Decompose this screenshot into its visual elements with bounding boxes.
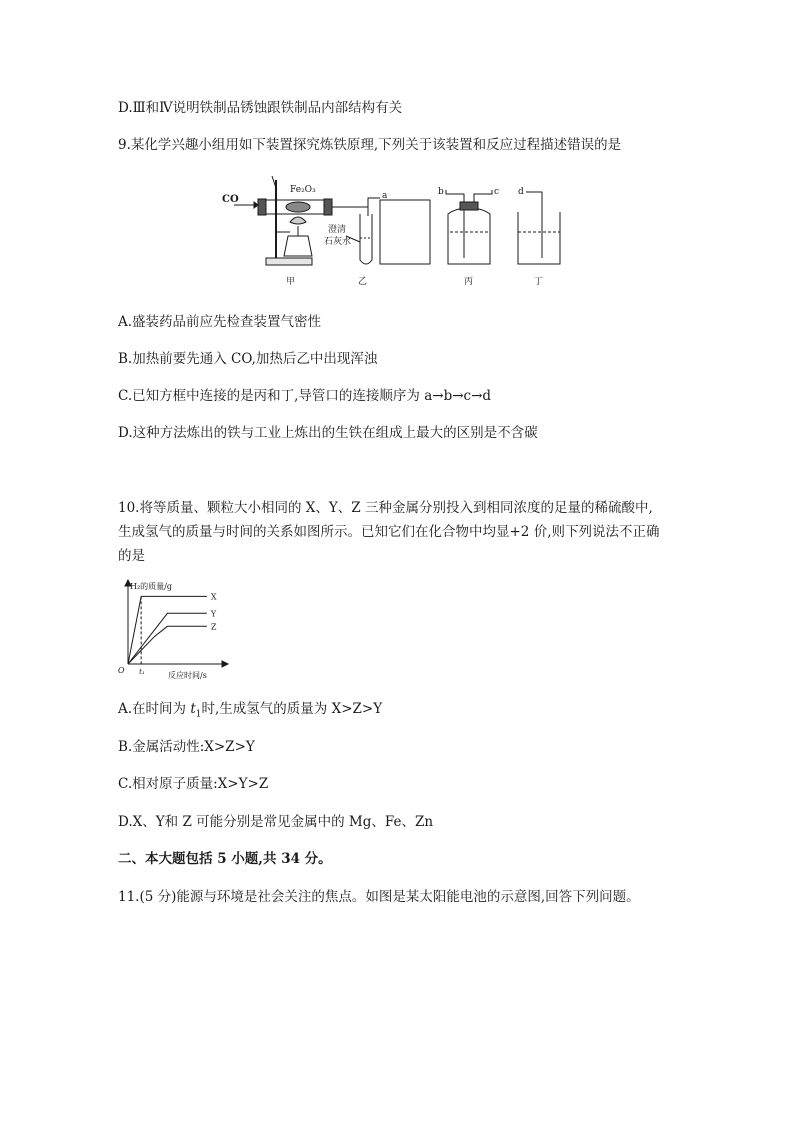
stopper-right (324, 199, 332, 215)
y-axis-label: H₂的质量/g (130, 582, 172, 591)
legend-x: X (210, 592, 217, 602)
wash-bottle-bing (448, 208, 490, 264)
bottle-tube-c (474, 190, 492, 202)
q9-stem: 9.某化学兴趣小组用如下装置探究炼铁原理,下列关于该装置和反应过程描述错误的是 (118, 137, 622, 153)
t1-tick-label: t₁ (139, 668, 145, 676)
q10-option-a (118, 699, 382, 725)
outlet-tube (332, 207, 368, 216)
q10-option-a-prefix: A.在时间为 (118, 701, 191, 717)
series-line-x (128, 596, 207, 664)
x-axis-arrow (222, 661, 228, 667)
section2-title: 二、本大题包括 5 小题,共 34 分。 (118, 851, 332, 867)
q10-option-a-var: t (190, 701, 196, 717)
q10-option-b: B.金属活动性:X>Z>Y (118, 739, 255, 755)
port-b: b (438, 187, 444, 197)
test-tube-yi (360, 214, 372, 264)
fe2o3-label: Fe₂O₃ (290, 185, 316, 195)
stand-base (266, 258, 312, 265)
q8-option-d: D.Ⅲ和Ⅳ说明铁制品锈蚀跟铁制品内部结构有关 (118, 100, 403, 116)
beaker-tube-d (526, 192, 542, 258)
port-a: a (382, 191, 388, 201)
alcohol-lamp (284, 236, 312, 256)
bottle-stopper (460, 202, 478, 210)
q10-stem-line2: 生成氢气的质量与时间的关系如图所示。已知它们在化合物中均显+2 价,则下列说法不正确 (118, 524, 660, 540)
h2-mass-chart (112, 578, 232, 682)
q9-option-a: A.盛装药品前应先检查装置气密性 (118, 314, 322, 330)
co-label: CO (222, 194, 239, 205)
apparatus-figure (220, 172, 580, 290)
stopper-left (258, 199, 266, 215)
tube-to-box (368, 198, 380, 207)
q10-stem-line3: 的是 (118, 548, 145, 564)
fe2o3-sample (286, 202, 310, 212)
limewater-label-1: 澄清 (328, 225, 347, 235)
legend-z: Z (210, 622, 217, 632)
port-c: c (494, 187, 500, 197)
q9-option-c: C.已知方框中连接的是丙和丁,导管口的连接顺序为 a→b→c→d (118, 388, 492, 404)
series-line-z (128, 626, 207, 664)
origin-label: O (118, 666, 125, 675)
q11-stem: 11.(5 分)能源与环境是社会关注的焦点。如图是某太阳能电池的示意图,回答下列问题。 (118, 889, 640, 905)
label-bing: 丙 (464, 277, 474, 287)
q10-option-d: D.X、Y和 Z 可能分别是常见金属中的 Mg、Fe、Zn (118, 814, 434, 830)
q10-option-a-sub: 1 (195, 709, 202, 720)
label-jia: 甲 (286, 277, 296, 287)
connection-box (380, 200, 430, 264)
q10-stem-line1: 10.将等质量、颗粒大小相同的 X、Y、Z 三种金属分别投入到相同浓度的足量的稀硫酸中, (118, 500, 653, 516)
legend-y: Y (210, 609, 217, 619)
limewater-label-2: 石灰水 (324, 237, 352, 247)
label-ding: 丁 (534, 277, 544, 287)
label-yi: 乙 (358, 277, 368, 287)
bottle-tube-b (446, 190, 464, 202)
series-line-y (128, 613, 207, 664)
q10-option-c: C.相对原子质量:X>Y>Z (118, 776, 269, 792)
flame (290, 217, 306, 224)
beaker-ding (518, 212, 560, 264)
q9-option-b: B.加热前要先通入 CO,加热后乙中出现浑浊 (118, 351, 378, 367)
q9-option-d: D.这种方法炼出的铁与工业上炼出的生铁在组成上最大的区别是不含碳 (118, 425, 538, 441)
inlet-arrow (254, 202, 258, 208)
q10-option-a-suffix: 时,生成氢气的质量为 X>Z>Y (201, 701, 383, 717)
port-d: d (518, 187, 524, 197)
x-axis-label: 反应时间/s (168, 671, 207, 680)
